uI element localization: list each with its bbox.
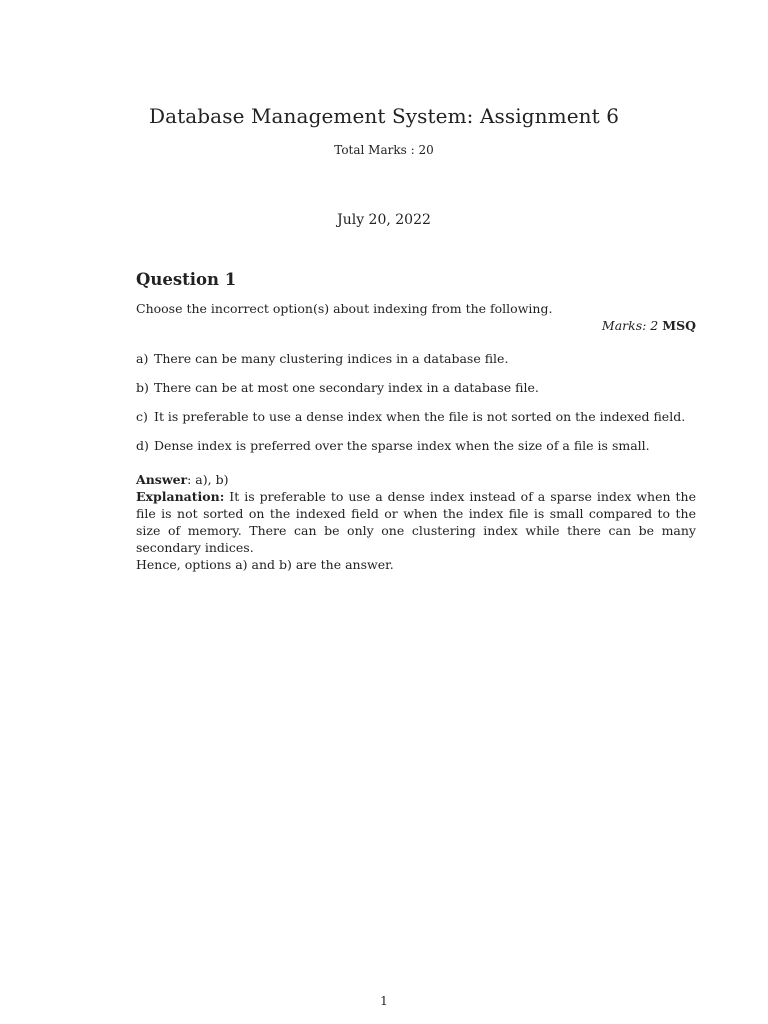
- page-number: 1: [380, 994, 388, 1008]
- option-b: [136, 379, 696, 396]
- option-key: b): [136, 380, 149, 395]
- explanation-text: It is preferable to use a dense index instead of a sparse index when the file is not sorted on the indexed field or when the index file is small compared to the size of memory. There can be only one clustering index while there can be many secondary indices.: [136, 489, 696, 555]
- option-d: [136, 437, 696, 454]
- option-text: It is preferable to use a dense index when the file is not sorted on the indexed field.: [154, 409, 686, 424]
- option-key: a): [136, 351, 149, 366]
- option-a: [136, 350, 696, 367]
- marks-line: [136, 317, 696, 334]
- question-prompt: Choose the incorrect option(s) about indexing from the following.: [136, 301, 553, 316]
- option-c: [136, 408, 696, 425]
- option-text: Dense index is preferred over the sparse index when the size of a file is small.: [154, 438, 650, 453]
- answer-block: [136, 471, 696, 573]
- option-key: d): [136, 438, 149, 453]
- total-marks: Total Marks : 20: [334, 143, 434, 157]
- answer-label: Answer: [136, 472, 188, 487]
- question-section: [136, 268, 696, 573]
- answer-line: [136, 471, 696, 488]
- answer-value: : a), b): [187, 472, 229, 487]
- explanation-label: Explanation:: [136, 489, 225, 504]
- option-text: There can be many clustering indices in a database file.: [154, 351, 509, 366]
- marks-label: Marks: 2: [601, 318, 659, 333]
- question-type: MSQ: [662, 318, 696, 333]
- document-title: Database Management System: Assignment 6: [148, 104, 620, 128]
- question-heading: Question 1: [136, 270, 237, 289]
- document-date: July 20, 2022: [337, 212, 431, 228]
- option-text: There can be at most one secondary index in a database file.: [154, 380, 539, 395]
- option-key: c): [136, 409, 148, 424]
- conclusion: Hence, options a) and b) are the answer.: [136, 557, 394, 572]
- explanation: [136, 488, 696, 556]
